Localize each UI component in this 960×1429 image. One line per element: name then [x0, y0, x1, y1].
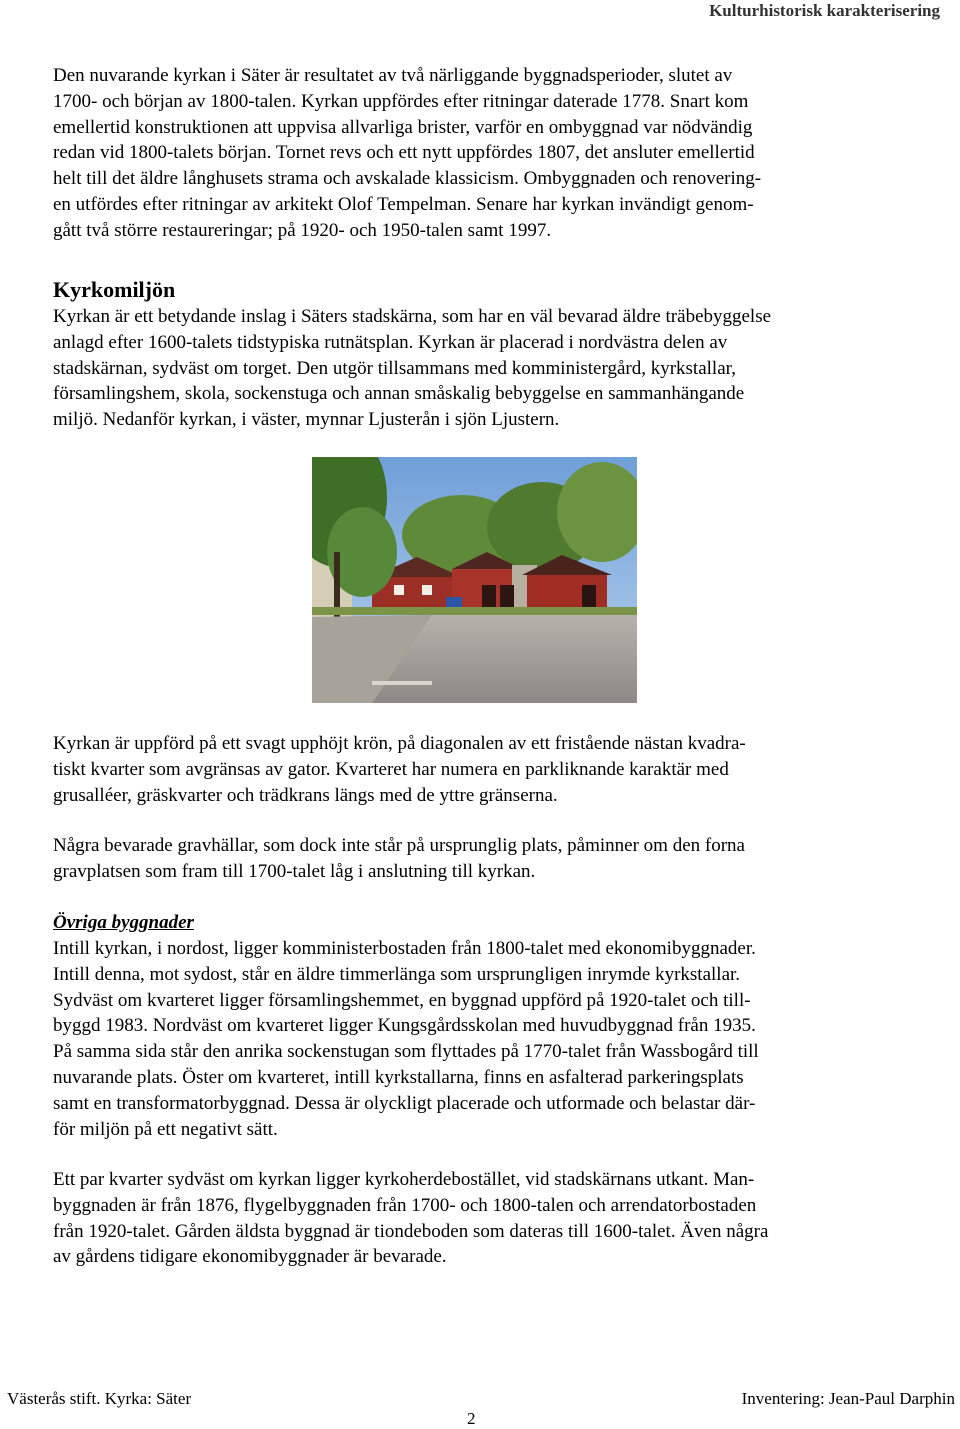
footer-right-text: Inventering: Jean-Paul Darphin: [741, 1389, 955, 1408]
section-heading-ovriga-byggnader: Övriga byggnader: [53, 912, 194, 933]
text-line: samt en transformatorbyggnad. Dessa är olyckligt placerade och utformade och belastar där-: [53, 1092, 756, 1114]
text-line: byggnaden är från 1876, flygelbyggnaden från 1700- och 1800-talen och arrendatorbostaden: [53, 1194, 757, 1216]
text-line: grusalléer, gräskvarter och trädkrans längs med de yttre gränserna.: [53, 784, 558, 806]
text-line: gravplatsen som fram till 1700-talet låg i anslutning till kyrkan.: [53, 860, 536, 882]
text-line: Intill kyrkan, i nordost, ligger komministerbostaden från 1800-talet med ekonomibyggnader.: [53, 938, 756, 959]
kyrkomiljon-paragraph: [53, 304, 903, 433]
text-line: en utfördes efter ritningar av arkitekt Olof Tempelman. Senare har kyrkan invändigt genom-: [53, 193, 754, 215]
text-line: Några bevarade gravhällar, som dock inte står på ursprunglig plats, påminner om den forna: [53, 835, 745, 856]
placement-paragraph: [53, 731, 903, 808]
page-header-title: Kulturhistorisk karakterisering: [709, 1, 940, 20]
footer-left-text: Västerås stift. Kyrka: Säter: [7, 1389, 192, 1408]
text-line: av gårdens tidigare ekonomibyggnader är bevarade.: [53, 1246, 447, 1268]
text-line: byggd 1983. Nordväst om kvarteret ligger Kungsgårdsskolan med huvudbyggnad från 1935.: [53, 1015, 756, 1037]
text-line: emellertid konstruktionen att uppvisa allvarliga brister, varför en ombyggnad var nödvändig: [53, 116, 753, 138]
text-line: nuvarande plats. Öster om kvarteret, intill kyrkstallarna, finns en asfalterad parkeringsplats: [53, 1066, 744, 1088]
intro-paragraph: [53, 63, 903, 244]
text-line: från 1920-talet. Gården äldsta byggnad är tiondeboden som dateras till 1600-talet. Även några: [53, 1220, 769, 1242]
street-photo: [312, 457, 637, 703]
kyrkoherde-paragraph: [53, 1167, 903, 1270]
text-line: Kyrkan är ett betydande inslag i Säters stadskärna, som har en väl bevarad äldre träbebyggelse: [53, 306, 772, 327]
text-line: Ett par kvarter sydväst om kyrkan ligger kyrkoherdebostället, vid stadskärnans utkant. Man-: [53, 1169, 755, 1190]
text-line: gått två större restaureringar; på 1920- och 1950-talen samt 1997.: [53, 219, 552, 241]
ovriga-paragraph: [53, 936, 903, 1142]
text-line: församlingshem, skola, sockenstuga och annan småskalig bebyggelse en sammanhängande: [53, 383, 745, 405]
page-number: 2: [467, 1409, 476, 1428]
text-line: 1700- och början av 1800-talen. Kyrkan uppfördes efter ritningar daterade 1778. Snart kom: [53, 90, 749, 112]
text-line: redan vid 1800-talets början. Tornet revs och ett nytt uppfördes 1807, det ansluter emellertid: [53, 142, 755, 164]
text-line: Den nuvarande kyrkan i Säter är resultatet av två närliggande byggnadsperioder, slutet av: [53, 65, 733, 86]
text-line: tiskt kvarter som avgränsas av gator. Kvarteret har numera en parkliknande karaktär med: [53, 758, 729, 780]
section-heading-kyrkomiljon: Kyrkomiljön: [53, 277, 176, 302]
text-line: Intill denna, mot sydost, står en äldre timmerlänga som ursprungligen inrymde kyrkstallar.: [53, 963, 741, 985]
text-line: helt till det äldre långhusets strama och avskalade klassicism. Ombyggnaden och renovering-: [53, 168, 762, 190]
text-line: miljö. Nedanför kyrkan, i väster, mynnar Ljusterån i sjön Ljustern.: [53, 409, 560, 431]
text-line: för miljön på ett negativt sätt.: [53, 1118, 278, 1140]
text-line: stadskärnan, sydväst om torget. Den utgör tillsammans med komministergård, kyrkstallar,: [53, 357, 736, 379]
text-line: På samma sida står den anrika sockenstugan som flyttades på 1770-talet från Wassbogård till: [53, 1041, 759, 1063]
text-line: anlagd efter 1600-talets tidstypiska rutnätsplan. Kyrkan är placerad i nordvästra delen av: [53, 331, 728, 353]
graves-paragraph: [53, 833, 903, 885]
text-line: Sydväst om kvarteret ligger församlingshemmet, en byggnad uppförd på 1920-talet och till-: [53, 989, 751, 1011]
text-line: Kyrkan är uppförd på ett svagt upphöjt krön, på diagonalen av ett fristående nästan kvadra-: [53, 733, 746, 754]
